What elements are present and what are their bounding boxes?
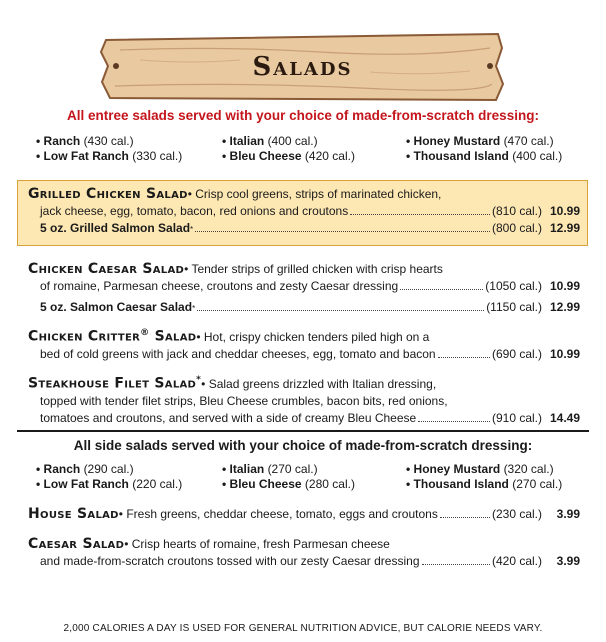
wood-sign-header [100, 30, 505, 104]
item-price: 10.99 [549, 346, 580, 361]
side-dressing-note: All side salads served with your choice of made-from-scratch dressing: [73, 438, 533, 453]
dressing-item: • Honey Mustard (470 cal.) [406, 134, 554, 148]
dressing-item: • Ranch (290 cal.) [36, 462, 134, 476]
item-name: Caesar Salad [28, 536, 125, 552]
side-dressing-list [36, 462, 576, 494]
dressing-item: • Bleu Cheese (280 cal.) [222, 477, 355, 491]
dressing-item: • Italian (270 cal.) [222, 462, 318, 476]
dressing-item: • Honey Mustard (320 cal.) [406, 462, 554, 476]
item-name: Grilled Chicken Salad [28, 186, 188, 202]
item-price: 12.99 [549, 300, 580, 314]
item-name: Chicken Critter® Salad [28, 328, 197, 345]
entree-dressing-list [36, 134, 576, 166]
dressing-item: • Thousand Island (400 cal.) [406, 149, 563, 163]
item-name: Steakhouse Filet Salad* [28, 375, 202, 392]
dressing-item: • Italian (400 cal.) [222, 134, 318, 148]
sub-item-name: 5 oz. Salmon Caesar Salad [40, 300, 193, 314]
item-calories: (810 cal.) [491, 204, 542, 218]
item-price: 10.99 [549, 204, 580, 218]
item-name: Chicken Caesar Salad [28, 261, 185, 277]
menu-item-caesar-salad: Caesar Salad • Crisp hearts of romaine, fresh Parmesan cheese and made-from-scratch croutons tossed with our zesty Caesar dressing (420 cal.) 3.99 [28, 536, 580, 568]
calorie-disclaimer: 2,000 CALORIES A DAY IS USED FOR GENERAL NUTRITION ADVICE, BUT CALORIE NEEDS VARY. [63, 623, 543, 634]
sub-item-name: 5 oz. Grilled Salmon Salad [40, 221, 191, 235]
dressing-item: • Bleu Cheese (420 cal.) [222, 149, 355, 163]
item-price: 3.99 [556, 507, 580, 521]
menu-item-grilled-chicken-salad: Grilled Chicken Salad • Crisp cool greens, strips of marinated chicken, jack cheese, egg, tomato, bacon, red onions and croutons (810 cal.) 10.99 5 oz. Grilled Salmon Salad * (800 cal.) 12.99 [28, 186, 580, 235]
page-title: Salads [252, 52, 353, 82]
item-price: 10.99 [549, 279, 580, 293]
item-price: 14.49 [549, 410, 580, 425]
dressing-item: • Ranch (430 cal.) [36, 134, 134, 148]
menu-item-steakhouse-filet-salad: Steakhouse Filet Salad* • Salad greens drizzled with Italian dressing, topped with tender filet strips, Bleu Cheese crumbles, bacon bits, red onions, tomatoes and croutons, and served with a side of creamy Bleu Cheese (910 cal.) 14.49 [28, 372, 580, 427]
menu-item-house-salad: House Salad • Fresh greens, cheddar cheese, tomato, eggs and croutons (230 cal.) 3.99 [28, 506, 580, 522]
item-description: • Crisp cool greens, strips of marinated chicken, [187, 187, 442, 201]
dressing-item: • Low Fat Ranch (330 cal.) [36, 149, 183, 163]
menu-item-chicken-critter-salad: Chicken Critter® Salad • Hot, crispy chicken tenders piled high on a bed of cold greens with jack and cheddar cheeses, egg, tomato and bacon (690 cal.) 10.99 [28, 325, 580, 363]
dressing-item: • Thousand Island (270 cal.) [406, 477, 563, 491]
dressing-item: • Low Fat Ranch (220 cal.) [36, 477, 183, 491]
item-price: 3.99 [556, 554, 580, 568]
item-name: House Salad [28, 506, 119, 522]
section-divider [17, 430, 589, 432]
menu-item-chicken-caesar-salad: Chicken Caesar Salad • Tender strips of grilled chicken with crisp hearts of romaine, Parmesan cheese, croutons and zesty Caesar dressing (1050 cal.) 10.99 5 oz. Salmon Caesar Salad * (1150 cal.) 12.99 [28, 261, 580, 314]
entree-dressing-note: All entree salads served with your choice of made-from-scratch dressing: [67, 108, 539, 123]
item-price: 12.99 [549, 221, 580, 235]
